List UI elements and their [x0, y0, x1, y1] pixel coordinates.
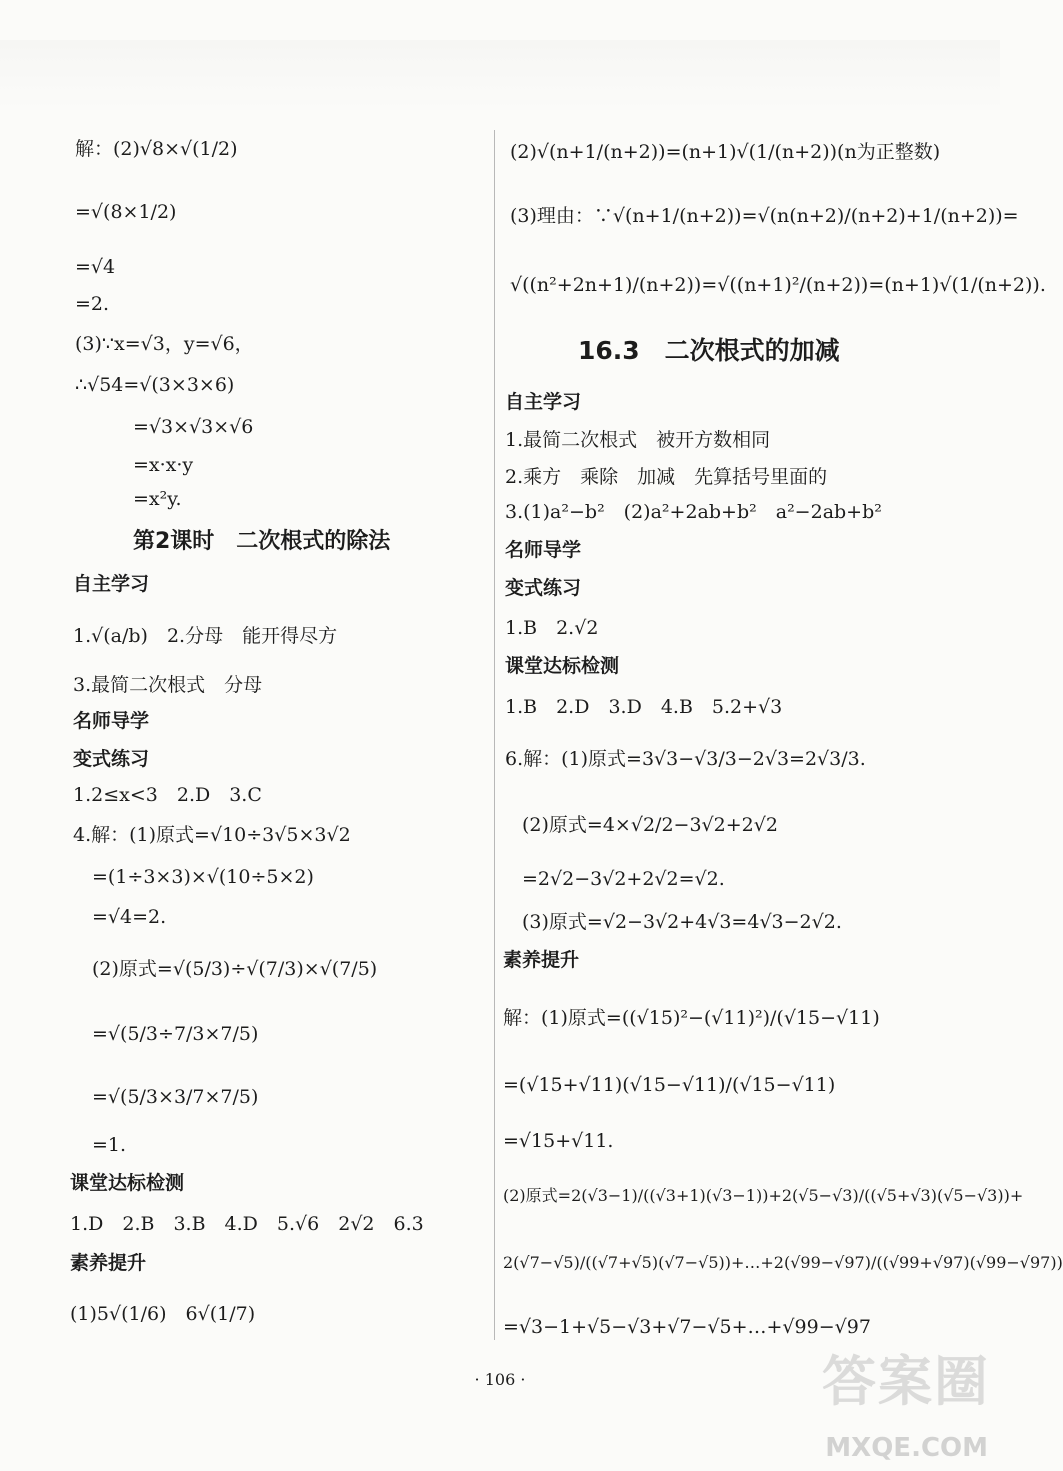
section-variant-practice-right: 变式练习: [505, 577, 582, 599]
self-study-right-1: 1.最简二次根式 被开方数相同: [505, 429, 771, 451]
problem-6-2-result: =2√2−3√2+2√2=√2.: [522, 868, 725, 890]
answer-3-conclusion: √((n²+2n+1)/(n+2))=√((n+1)²/(n+2))=(n+1)√(1/(n+2)).: [510, 274, 1046, 296]
problem-4-1-result: =√4=2.: [92, 906, 167, 928]
improvement-2-start: (2)原式=2(√3−1)/((√3+1)(√3−1))+2(√5−√3)/((√5+√3)(√5−√3))+: [503, 1186, 1024, 1205]
improvement-1-result: =√15+√11.: [503, 1130, 614, 1152]
solution-2-step1: =√(8×1/2): [75, 201, 177, 223]
problem-4-1-start: 4.解：(1)原式=√10÷3√5×3√2: [73, 824, 351, 846]
self-study-right-3: 3.(1)a²−b² (2)a²+2ab+b² a²−2ab+b²: [505, 501, 882, 523]
self-study-right-2: 2.乘方 乘除 加减 先算括号里面的: [505, 466, 828, 488]
section-class-test-right: 课堂达标检测: [505, 655, 620, 677]
improvement-1-step1: =(√15+√11)(√15−√11)/(√15−√11): [503, 1074, 836, 1096]
problem-6-3: (3)原式=√2−3√2+4√3=4√3−2√2.: [522, 911, 842, 933]
section-self-study-right: 自主学习: [505, 391, 582, 413]
section-teacher-guide-right: 名师导学: [505, 539, 582, 561]
problem-4-2-start: (2)原式=√(5/3)÷√(7/3)×√(7/5): [92, 958, 378, 980]
solution-3-step3: =x·x·y: [133, 454, 194, 476]
problem-4-2-step1: =√(5/3÷7/3×7/5): [92, 1023, 259, 1045]
solution-2-start: 解：(2)√8×√(1/2): [75, 138, 238, 160]
variant-answers-right: 1.B 2.√2: [505, 617, 599, 639]
watermark: [776, 1339, 994, 1465]
solution-2-result: =2.: [75, 293, 110, 315]
class-test-answers-right: 1.B 2.D 3.D 4.B 5.2+√3: [505, 696, 783, 718]
solution-3-given: (3)∵x=√3，y=√6，: [75, 333, 254, 355]
answer-3-reason: (3)理由：∵√(n+1/(n+2))=√(n(n+2)/(n+2)+1/(n+2))=: [510, 205, 1019, 227]
lesson-title-division: 第2课时 二次根式的除法: [133, 529, 391, 554]
answer-2-formula: (2)√(n+1/(n+2))=(n+1)√(1/(n+2))(n为正整数): [510, 141, 941, 163]
watermark-url: MXQE.COM: [825, 1433, 988, 1463]
variant-answers: 1.2≤x<3 2.D 3.C: [73, 784, 262, 806]
problem-6-1: 6.解：(1)原式=3√3−√3/3−2√3=2√3/3.: [505, 748, 866, 770]
solution-3-step1: ∴√54=√(3×3×6): [75, 374, 235, 396]
scan-top-margin: [0, 40, 1000, 110]
solution-3-result: =x²y.: [133, 488, 182, 510]
section-improvement: 素养提升: [70, 1252, 147, 1274]
section-self-study: 自主学习: [73, 573, 150, 595]
problem-6-2-start: (2)原式=4×√2/2−3√2+2√2: [522, 814, 778, 836]
self-study-answer-3: 3.最简二次根式 分母: [73, 674, 263, 696]
class-test-answers: 1.D 2.B 3.B 4.D 5.√6 2√2 6.3: [70, 1213, 424, 1235]
improvement-answer-1: (1)5√(1/6) 6√(1/7): [70, 1303, 256, 1325]
problem-4-2-result: =1.: [92, 1134, 127, 1156]
section-title-16-3: 16.3 二次根式的加减: [578, 336, 840, 365]
section-improvement-right: 素养提升: [503, 949, 580, 971]
section-variant-practice: 变式练习: [73, 748, 150, 770]
improvement-2-result: =√3−1+√5−√3+√7−√5+…+√99−√97: [503, 1316, 871, 1338]
self-study-answers-1-2: 1.√(a/b) 2.分母 能开得尽方: [73, 625, 338, 647]
problem-4-1-step1: =(1÷3×3)×√(10÷5×2): [92, 866, 314, 888]
improvement-1-start: 解：(1)原式=((√15)²−(√11)²)/(√15−√11): [503, 1007, 880, 1029]
solution-2-step2: =√4: [75, 256, 116, 278]
page-number: · 106 ·: [474, 1370, 526, 1389]
improvement-2-continued: 2(√7−√5)/((√7+√5)(√7−√5))+…+2(√99−√97)/((√99+√97)(√99−√97)): [503, 1253, 1063, 1272]
column-divider: [494, 130, 495, 1340]
watermark-logo: 答案圈: [822, 1350, 990, 1413]
problem-4-2-step2: =√(5/3×3/7×7/5): [92, 1086, 259, 1108]
section-class-test: 课堂达标检测: [70, 1172, 185, 1194]
section-teacher-guide: 名师导学: [73, 710, 150, 732]
solution-3-step2: =√3×√3×√6: [133, 416, 254, 438]
